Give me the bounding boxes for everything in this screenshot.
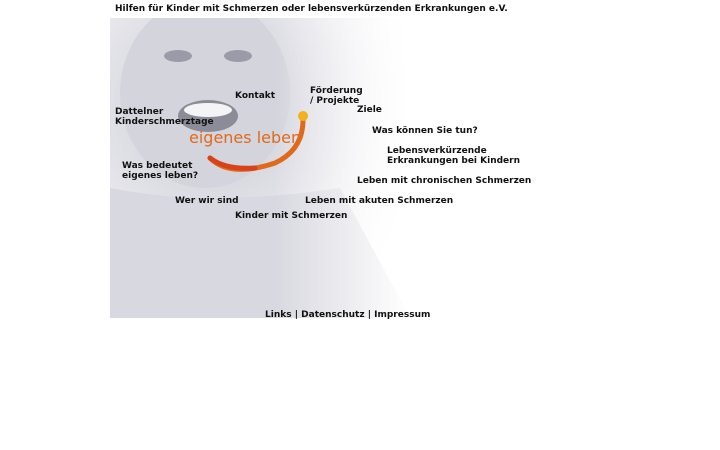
- nav-was-bedeutet-line1: Was bedeutet: [122, 161, 193, 171]
- nav-datteln-line2: Kinderschmerztage: [115, 117, 214, 127]
- nav-kontakt[interactable]: Kontakt: [235, 91, 276, 101]
- nav-was-koennen-sie-tun[interactable]: Was können Sie tun?: [372, 126, 478, 136]
- nav-datteln-line1: Dattelner: [115, 107, 164, 117]
- nav-kinder-mit-schmerzen[interactable]: Kinder mit Schmerzen: [235, 211, 348, 221]
- footer-datenschutz-link[interactable]: Datenschutz: [301, 310, 365, 320]
- footer-separator: |: [367, 310, 371, 320]
- footer-links: [265, 310, 430, 320]
- nav-foerderung-line1: Förderung: [310, 86, 363, 96]
- nav-foerderung-projekte[interactable]: [310, 86, 363, 106]
- site-title: Hilfen für Kinder mit Schmerzen oder lebensverkürzenden Erkrankungen e.V.: [115, 4, 508, 14]
- nav-wer-wir-sind[interactable]: Wer wir sind: [175, 196, 239, 206]
- nav-lebensverkuerzende-line1: Lebensverkürzende: [387, 146, 487, 156]
- nav-dattelner-kinderschmerztage[interactable]: [115, 107, 214, 127]
- nav-leben-mit-chronischen-schmerzen[interactable]: Leben mit chronischen Schmerzen: [357, 176, 532, 186]
- footer-links-link[interactable]: Links: [265, 310, 292, 320]
- nav-foerderung-line2: / Projekte: [310, 96, 360, 106]
- logo-text: eigenes leben: [189, 128, 302, 147]
- nav-lebensverkuerzende-erkrankungen[interactable]: [387, 146, 520, 166]
- nav-leben-mit-akuten-schmerzen[interactable]: Leben mit akuten Schmerzen: [305, 196, 454, 206]
- nav-ziele[interactable]: Ziele: [357, 105, 382, 115]
- nav-lebensverkuerzende-line2: Erkrankungen bei Kindern: [387, 156, 521, 166]
- nav-was-bedeutet-line2: eigenes leben?: [122, 171, 199, 181]
- footer-separator: |: [294, 310, 299, 320]
- footer-impressum-link[interactable]: Impressum: [374, 310, 431, 320]
- nav-was-bedeutet-eigenes-leben[interactable]: [122, 161, 198, 181]
